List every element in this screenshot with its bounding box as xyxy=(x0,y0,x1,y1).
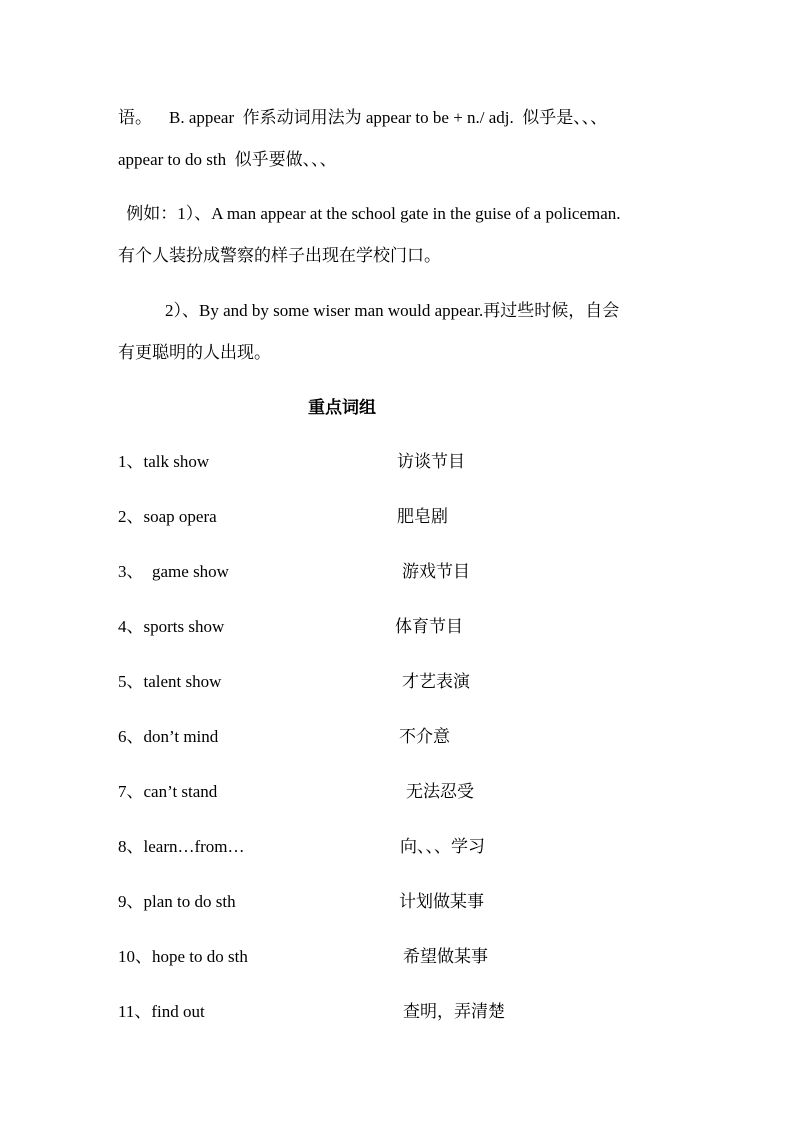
phrase-meaning: 肥皂剧 xyxy=(397,507,448,526)
phrase-meaning: 游戏节目 xyxy=(402,562,470,581)
phrase-term: 11、find out xyxy=(118,1002,205,1021)
phrase-meaning: 不介意 xyxy=(399,727,450,746)
phrase-term: 8、learn…from… xyxy=(118,837,245,856)
phrase-meaning: 希望做某事 xyxy=(403,947,488,966)
phrase-meaning: 无法忍受 xyxy=(406,782,474,801)
phrase-term: 10、hope to do sth xyxy=(118,947,248,966)
phrase-meaning: 才艺表演 xyxy=(402,672,470,691)
phrase-term: 1、talk show xyxy=(118,452,210,471)
paragraph-line: 有更聪明的人出现。 xyxy=(118,343,271,362)
phrase-term: 7、can’t stand xyxy=(118,782,218,801)
phrase-term: 6、don’t mind xyxy=(118,727,219,746)
section-title: 重点词组 xyxy=(308,398,376,417)
phrase-meaning: 访谈节目 xyxy=(397,452,465,471)
paragraph-line: 语。 B. appear 作系动词用法为 appear to be + n./ adj. 似乎是、、、 xyxy=(118,108,608,127)
paragraph-line: appear to do sth 似乎要做、、、 xyxy=(118,150,337,169)
phrase-meaning: 体育节目 xyxy=(395,617,463,636)
paragraph-line: 例如：1）、A man appear at the school gate in the guise of a policeman. xyxy=(122,204,621,223)
phrase-meaning: 计划做某事 xyxy=(399,892,484,911)
phrase-meaning: 向、、、学习 xyxy=(400,837,485,856)
paragraph-line: 有个人装扮成警察的样子出现在学校门口。 xyxy=(118,246,441,265)
phrase-term: 3、 game show xyxy=(118,562,229,581)
phrase-term: 4、sports show xyxy=(118,617,225,636)
phrase-term: 2、soap opera xyxy=(118,507,217,526)
phrase-term: 5、talent show xyxy=(118,672,222,691)
phrase-term: 9、plan to do sth xyxy=(118,892,236,911)
paragraph-line: 2）、By and by some wiser man would appear.再过些时候，自会 xyxy=(165,301,620,320)
phrase-meaning: 查明，弄清楚 xyxy=(403,1002,505,1021)
